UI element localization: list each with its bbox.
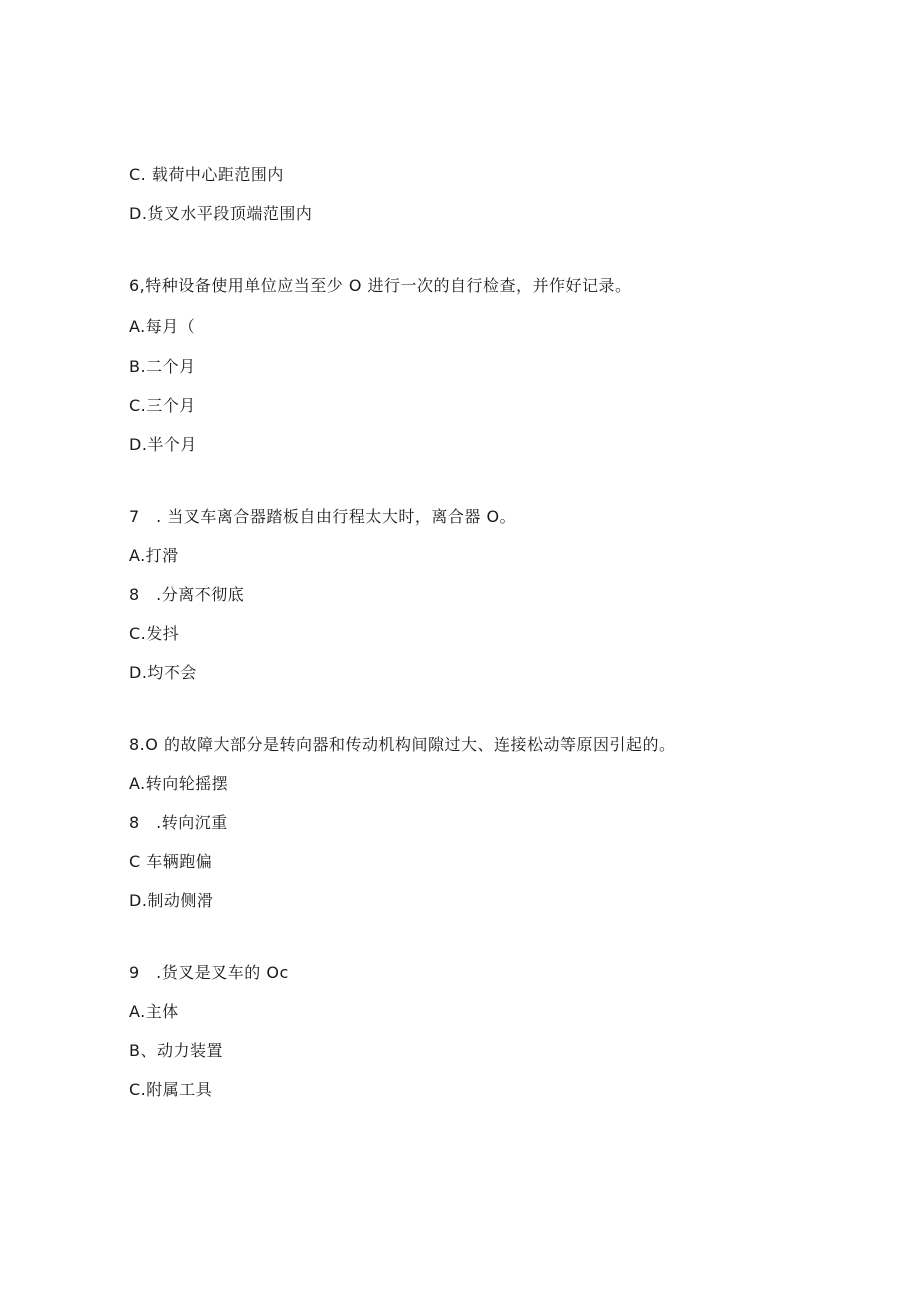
option-9a: A.主体 bbox=[129, 1002, 179, 1021]
option-5c: C. 载荷中心距范围内 bbox=[129, 165, 284, 184]
question-6: 6,特种设备使用单位应当至少 O 进行一次的自行检查，并作好记录。 bbox=[129, 276, 632, 295]
option-6c: C.三个月 bbox=[129, 396, 196, 415]
option-7d: D.均不会 bbox=[129, 663, 197, 682]
question-9: 9 .货叉是叉车的 Oc bbox=[129, 963, 289, 982]
option-6b: B.二个月 bbox=[129, 357, 196, 376]
option-6a: A.每月（ bbox=[129, 317, 196, 336]
option-5d: D.货叉水平段顶端范围内 bbox=[129, 204, 313, 223]
option-6d: D.半个月 bbox=[129, 435, 197, 454]
option-8c: C 车辆跑偏 bbox=[129, 852, 213, 871]
option-9c: C.附属工具 bbox=[129, 1080, 213, 1099]
option-8b: 8 .转向沉重 bbox=[129, 813, 228, 832]
option-8a: A.转向轮摇摆 bbox=[129, 774, 229, 793]
option-9b: B、动力装置 bbox=[129, 1041, 223, 1060]
option-8d: D.制动侧滑 bbox=[129, 891, 214, 910]
option-7b: 8 .分离不彻底 bbox=[129, 585, 245, 604]
option-7c: C.发抖 bbox=[129, 624, 180, 643]
question-8: 8.O 的故障大部分是转向器和传动机构间隙过大、连接松动等原因引起的。 bbox=[129, 735, 676, 754]
question-7: 7 . 当叉车离合器踏板自由行程太大时，离合器 O。 bbox=[129, 507, 517, 526]
option-7a: A.打滑 bbox=[129, 546, 179, 565]
